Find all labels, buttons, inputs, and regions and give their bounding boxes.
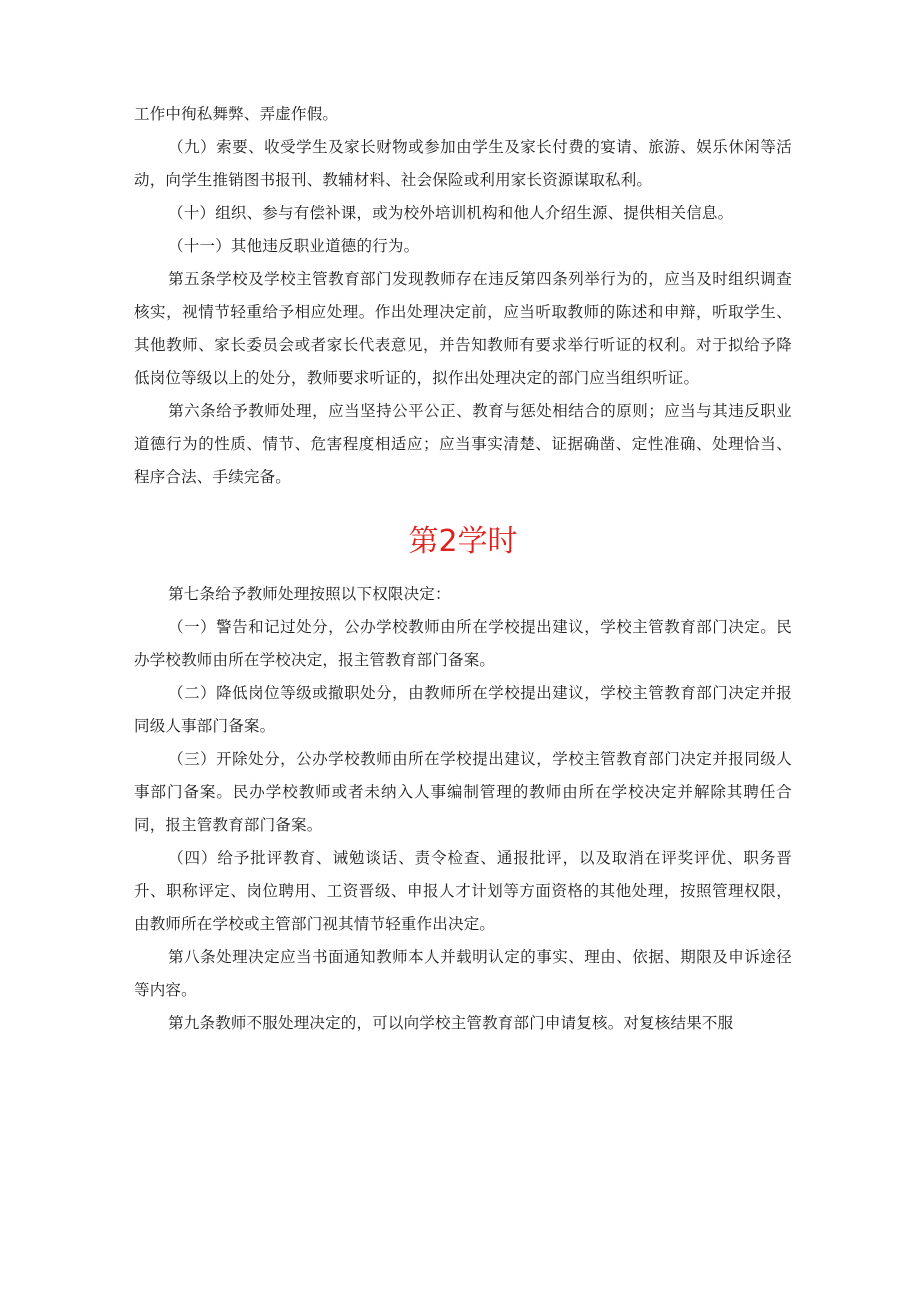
paragraph-item-10: （十）组织、参与有偿补课，或为校外培训机构和他人介绍生源、提供相关信息。 [168,204,734,222]
paragraph-article-9: 第九条教师不服处理决定的，可以向学校主管教育部门申请复核。对复核结果不服 [168,1014,734,1032]
paragraph-article-8: 第八条处理决定应当书面通知教师本人并载明认定的事实、理由、依据、期限及申诉途径等内容。 [134,948,792,999]
paragraph-article-7-item-2: （二）降低岗位等级或撤职处分，由教师所在学校提出建议，学校主管教育部门决定并报同级人事部门备案。 [134,684,792,735]
paragraph-article-7-item-3: （三）开除处分，公办学校教师由所在学校提出建议，学校主管教育部门决定并报同级人事部门备案。民办学校教师或者未纳入人事编制管理的教师由所在学校决定并解除其聘任合同，报主管教育部门备案。 [134,750,792,834]
paragraph-article-7-item-1: （一）警告和记过处分，公办学校教师由所在学校提出建议，学校主管教育部门决定。民办学校教师由所在学校决定，报主管教育部门备案。 [134,618,792,669]
paragraph-item-11: （十一）其他违反职业道德的行为。 [168,237,420,255]
section-heading: 第2学时 [408,524,518,559]
paragraph-continuation: 工作中徇私舞弊、弄虚作假。 [134,105,339,123]
paragraph-article-7-item-4: （四）给予批评教育、诫勉谈话、责令检查、通报批评，以及取消在评奖评优、职务晋升、职称评定、岗位聘用、工资晋级、申报人才计划等方面资格的其他处理，按照管理权限，由教师所在学校或主管部门视其情节轻重作出决定。 [134,849,792,933]
paragraph-article-7: 第七条给予教师处理按照以下权限决定： [168,585,451,603]
paragraph-article-5: 第五条学校及学校主管教育部门发现教师存在违反第四条列举行为的，应当及时组织调查核实，视情节轻重给予相应处理。作出处理决定前，应当听取教师的陈述和申辩，听取学生、其他教师、家长委员会或者家长代表意见，并告知教师有要求举行听证的权利。对于拟给予降低岗位等级以上的处分，教师要求听证的，拟作出处理决定的部门应当组织听证。 [134,270,792,387]
paragraph-article-6: 第六条给予教师处理，应当坚持公平公正、教育与惩处相结合的原则；应当与其违反职业道德行为的性质、情节、危害程度相适应；应当事实清楚、证据确凿、定性准确、处理恰当、程序合法、手续完备。 [134,402,792,486]
paragraph-item-9: （九）索要、收受学生及家长财物或参加由学生及家长付费的宴请、旅游、娱乐休闲等活动，向学生推销图书报刊、教辅材料、社会保险或利用家长资源谋取私利。 [134,138,792,189]
